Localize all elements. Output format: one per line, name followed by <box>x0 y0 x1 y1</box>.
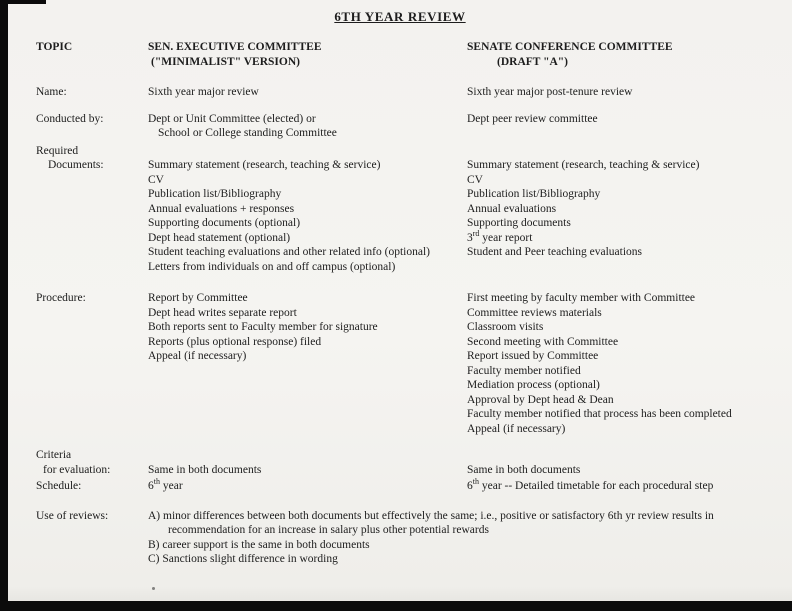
doc-item: Publication list/Bibliography <box>467 188 601 200</box>
conducted-exec-line2: School or College standing Committee <box>158 127 337 139</box>
name-exec-value: Sixth year major review <box>148 86 259 98</box>
schedule-exec-value <box>148 479 467 494</box>
column-header-exec <box>148 40 467 69</box>
column-header-senate <box>467 40 764 69</box>
doc-item: Annual evaluations <box>467 202 557 215</box>
scan-speck-artifact <box>152 587 155 590</box>
schedule-senate-ordinal-suffix: th <box>472 477 479 487</box>
procedure-step: Reports (plus optional response) filed <box>148 335 322 348</box>
procedure-step: Faculty member notified that process has been completed <box>467 408 732 420</box>
doc-item: Summary statement (research, teaching & service) <box>467 159 700 171</box>
report-number: 3 <box>467 231 473 244</box>
name-senate-value: Sixth year major post-tenure review <box>467 86 633 98</box>
row-label-name: Name: <box>36 86 67 98</box>
doc-item: Supporting documents (optional) <box>148 217 301 229</box>
report-rest: year report <box>479 231 533 244</box>
procedure-step: Both reports sent to Faculty member for signature <box>148 321 378 333</box>
doc-item: Supporting documents <box>467 217 571 229</box>
exec-header-line1: SEN. EXECUTIVE COMMITTEE <box>148 41 322 53</box>
procedure-exec-list <box>148 291 467 364</box>
doc-item: CV <box>467 173 483 186</box>
table-row-use-of-reviews <box>36 509 764 567</box>
row-label-conducted-by: Conducted by: <box>36 112 104 125</box>
table-row-procedure <box>36 291 764 436</box>
senate-header-line2: (DRAFT "A") <box>497 55 569 68</box>
procedure-step: Dept head writes separate report <box>148 306 297 319</box>
procedure-step: First meeting by faculty member with Committee <box>467 292 696 304</box>
use-item-c: C) Sanctions slight difference in wording <box>148 553 338 565</box>
exec-header-line2: ("MINIMALIST" VERSION) <box>151 55 300 68</box>
use-item-b: B) career support is the same in both documents <box>148 538 370 551</box>
procedure-step: Mediation process (optional) <box>467 379 600 391</box>
row-label-documents: Documents: <box>48 159 104 171</box>
use-item-a-line1: A) minor differences between both documents but effectively the same; i.e., positive or satisfactory 6th yr review results in <box>148 509 714 522</box>
criteria-exec-value: Same in both documents <box>148 463 262 476</box>
doc-item: Publication list/Bibliography <box>148 188 282 200</box>
doc-item: Student teaching evaluations and other related info (optional) <box>148 246 430 258</box>
doc-item: Student and Peer teaching evaluations <box>467 246 643 258</box>
doc-item: CV <box>148 173 164 186</box>
row-label-procedure: Procedure: <box>36 292 86 304</box>
conducted-exec-value <box>148 112 467 141</box>
table-row-name <box>36 85 764 100</box>
senate-header-line1: SENATE CONFERENCE COMMITTEE <box>467 41 673 53</box>
procedure-step: Appeal (if necessary) <box>467 422 566 435</box>
row-label-required: Required <box>36 144 79 157</box>
report-ordinal-suffix: rd <box>472 228 480 238</box>
scan-edge-bottom <box>0 601 792 611</box>
column-header-topic: TOPIC <box>36 41 73 53</box>
criteria-senate-value: Same in both documents <box>467 463 581 476</box>
doc-item: Dept head statement (optional) <box>148 231 291 244</box>
table-header-row <box>36 40 764 69</box>
procedure-step: Approval by Dept head & Dean <box>467 393 614 406</box>
procedure-step: Committee reviews materials <box>467 306 602 319</box>
conducted-exec-line1: Dept or Unit Committee (elected) or <box>148 112 316 125</box>
procedure-step: Faculty member notified <box>467 364 581 377</box>
row-label-for-evaluation: for evaluation: <box>43 463 111 476</box>
table-row-schedule <box>36 479 764 494</box>
procedure-step: Report issued by Committee <box>467 350 599 362</box>
row-label-criteria: Criteria <box>36 449 72 461</box>
procedure-step: Report by Committee <box>148 292 248 304</box>
schedule-exec-ordinal-suffix: th <box>153 477 160 487</box>
schedule-exec-rest: year <box>159 480 183 492</box>
doc-item-third-year-report <box>467 228 764 246</box>
use-of-reviews-body <box>148 509 764 567</box>
procedure-step: Appeal (if necessary) <box>148 350 247 362</box>
procedure-step: Classroom visits <box>467 321 544 333</box>
use-item-a-line2: recommendation for an increase in salary plus other potential rewards <box>168 524 489 536</box>
documents-senate-list <box>467 158 764 260</box>
scan-edge-left <box>0 0 8 611</box>
schedule-exec-number: 6 <box>148 480 154 492</box>
documents-exec-list <box>148 158 467 274</box>
table-row-documents <box>36 158 764 274</box>
procedure-step: Second meeting with Committee <box>467 335 619 348</box>
doc-item: Annual evaluations + responses <box>148 202 295 215</box>
doc-item: Summary statement (research, teaching & service) <box>148 159 381 171</box>
table-row-conducted-by <box>36 112 764 141</box>
conducted-senate-value: Dept peer review committee <box>467 112 598 125</box>
table-row-criteria <box>36 463 764 478</box>
row-label-schedule: Schedule: <box>36 480 82 492</box>
schedule-senate-value <box>467 479 764 494</box>
doc-item: Letters from individuals on and off campus (optional) <box>148 260 396 273</box>
schedule-senate-rest: year -- Detailed timetable for each procedural step <box>478 480 714 492</box>
row-label-use-of-reviews: Use of reviews: <box>36 509 109 522</box>
procedure-senate-list <box>467 291 764 436</box>
page-title: 6TH YEAR REVIEW <box>334 9 466 24</box>
schedule-senate-number: 6 <box>467 480 473 492</box>
